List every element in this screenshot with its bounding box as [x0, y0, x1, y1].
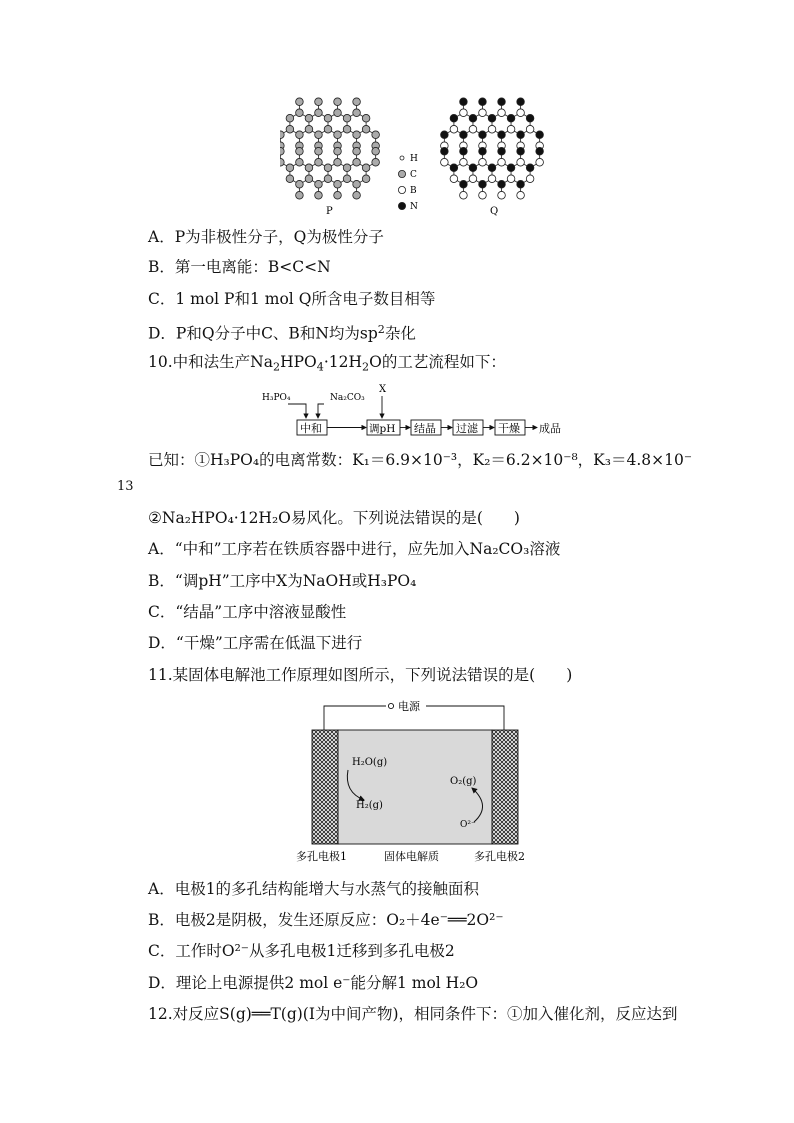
atom-p [353, 191, 361, 199]
q11-stem: 11.某固体电解池工作原理如图所示，下列说法错误的是( ) [148, 666, 573, 684]
atom-p [334, 147, 342, 155]
atom-p [286, 125, 294, 133]
q12-stem: 12.对反应S(g)══T(g)(I为中间产物)，相同条件下：①加入催化剂，反应达到 [148, 1005, 678, 1023]
q10-stem: 10.中和法生产$Na_2HPO_4\cdot 12H_2O$的工艺流程如下： [148, 353, 506, 374]
atom-q [517, 131, 525, 139]
atom-q [479, 158, 487, 166]
legend-c-marker [398, 170, 405, 177]
atom-p [296, 158, 304, 166]
atom-q [517, 158, 525, 166]
atom-p [296, 98, 304, 106]
process-flow [262, 380, 582, 442]
atom-q [498, 180, 506, 188]
atom-p [305, 114, 313, 122]
atom-p [343, 125, 351, 133]
atom-q [488, 175, 496, 183]
label-solid-electrolyte: 固体电解质 [384, 850, 439, 863]
power-source-label: 电源 [398, 700, 420, 713]
atom-q [460, 131, 468, 139]
atom-p [305, 125, 313, 133]
legend-h: H [410, 154, 418, 164]
legend-b: B [410, 186, 417, 196]
atom-q [507, 164, 515, 172]
atom-q [526, 175, 534, 183]
atom-p [315, 191, 323, 199]
atom-p [280, 158, 284, 166]
q11-option-d: D．理论上电源提供2 mol e⁻能分解1 mol H₂O [148, 974, 479, 992]
q10-option-d: D．“干燥”工序需在低温下进行 [148, 634, 363, 652]
atom-q [507, 114, 515, 122]
atom-q [488, 164, 496, 172]
q11-option-c: C．工作时O²⁻从多孔电极1迁移到多孔电极2 [148, 942, 455, 960]
atom-q [450, 125, 458, 133]
atom-p [334, 158, 342, 166]
label-electrode-1: 多孔电极1 [296, 850, 347, 863]
atom-q [479, 147, 487, 155]
q10-known-1: 已知：①H₃PO₄的电离常数：K₁＝6.9×10⁻³，K₂＝6.2×10⁻⁸，K₃＝4.8×10⁻ [148, 451, 693, 469]
atom-q [450, 114, 458, 122]
atom-p [334, 98, 342, 106]
atom-p [315, 158, 323, 166]
atom-q [517, 109, 525, 117]
atom-q [526, 125, 534, 133]
atom-p [280, 131, 284, 139]
atom-q [488, 125, 496, 133]
legend-n-marker [398, 202, 405, 209]
q10-known-1-wrap: 13 [117, 479, 134, 494]
atom-p [343, 164, 351, 172]
atom-q [517, 191, 525, 199]
atom-q [460, 180, 468, 188]
atom-q [517, 147, 525, 155]
atom-q [536, 147, 544, 155]
flow-step-adjust-ph: 调pH [369, 423, 396, 435]
atom-q [498, 147, 506, 155]
atom-q [479, 191, 487, 199]
q11-option-a: A．电极1的多孔结构能增大与水蒸气的接触面积 [148, 880, 480, 898]
atom-p [315, 147, 323, 155]
atom-p [324, 125, 332, 133]
atom-q [469, 164, 477, 172]
atom-q [469, 175, 477, 183]
atom-p [324, 164, 332, 172]
atom-q [441, 158, 449, 166]
atom-q [479, 131, 487, 139]
atom-p [334, 109, 342, 117]
q10-option-a: A．“中和”工序若在铁质容器中进行，应先加入Na₂CO₃溶液 [148, 540, 561, 558]
label-p: P [326, 206, 333, 217]
atom-p [296, 191, 304, 199]
atom-p [286, 164, 294, 172]
molecule-q [441, 98, 544, 199]
atom-p [334, 131, 342, 139]
atom-q [526, 114, 534, 122]
atom-p [353, 98, 361, 106]
electrolysis-cell-figure [296, 696, 536, 866]
atom-q [498, 109, 506, 117]
label-h2o: H₂O(g) [352, 757, 388, 768]
atom-q [479, 180, 487, 188]
flow-step-filter: 过滤 [456, 422, 478, 435]
flow-input-h3po4: H₃PO₄ [262, 393, 291, 403]
atom-q [441, 131, 449, 139]
atom-p [315, 180, 323, 188]
molecule-figure [280, 96, 550, 220]
atom-p [362, 164, 370, 172]
flow-step-neutralize: 中和 [300, 422, 322, 435]
q10-option-c: C．“结晶”工序中溶液显酸性 [148, 603, 347, 621]
atom-p [324, 175, 332, 183]
atom-q [460, 147, 468, 155]
atom-q [517, 98, 525, 106]
atom-p [343, 175, 351, 183]
legend-n: N [410, 202, 418, 212]
flow-input-na2co3: Na₂CO₃ [330, 393, 365, 403]
flow-step-crystallize: 结晶 [414, 422, 436, 435]
atom-q [441, 147, 449, 155]
atom-p [286, 175, 294, 183]
flow-output-product: 成品 [539, 422, 561, 435]
atom-p [353, 158, 361, 166]
atom-p [315, 131, 323, 139]
q9-option-b: B．第一电离能：B<C<N [148, 258, 331, 276]
label-h2: H₂(g) [356, 800, 383, 811]
atom-q [479, 98, 487, 106]
atom-p [353, 109, 361, 117]
label-electrode-2: 多孔电极2 [474, 850, 525, 863]
atom-p [362, 125, 370, 133]
atom-q [498, 131, 506, 139]
q11-option-b: B．电极2是阴极，发生还原反应：O₂＋4e⁻══2O²⁻ [148, 911, 504, 929]
atom-p [286, 114, 294, 122]
atom-p [353, 147, 361, 155]
atom-q [517, 180, 525, 188]
label-q: Q [490, 206, 499, 217]
atom-q [460, 191, 468, 199]
atom-q [498, 158, 506, 166]
atom-p [372, 131, 380, 139]
flow-step-dry: 干燥 [498, 422, 520, 435]
legend-c: C [410, 170, 417, 180]
atom-p [353, 131, 361, 139]
atom-p [353, 180, 361, 188]
atom-p [334, 191, 342, 199]
flow-input-x: X [379, 384, 387, 395]
atom-q [460, 109, 468, 117]
label-o2: O₂(g) [450, 776, 477, 787]
atom-p [362, 175, 370, 183]
q9-option-d: D．P和Q分子中C、B和N均为$sp^2$杂化 [148, 323, 416, 343]
atom-q [526, 164, 534, 172]
legend-b-marker [398, 186, 405, 193]
atom-q [469, 125, 477, 133]
atom-q [498, 191, 506, 199]
legend [398, 154, 418, 212]
atom-p [343, 114, 351, 122]
atom-q [536, 158, 544, 166]
atom-q [460, 98, 468, 106]
atom-q [450, 164, 458, 172]
atom-p [296, 180, 304, 188]
atom-q [450, 175, 458, 183]
atom-p [372, 147, 380, 155]
atom-p [372, 158, 380, 166]
atom-q [469, 114, 477, 122]
atom-p [305, 164, 313, 172]
atom-p [280, 147, 284, 155]
atom-p [362, 114, 370, 122]
atom-q [507, 125, 515, 133]
atom-q [498, 98, 506, 106]
atom-p [315, 98, 323, 106]
q10-option-b: B．“调pH”工序中X为NaOH或H₃PO₄ [148, 572, 417, 590]
atom-p [324, 114, 332, 122]
atom-p [315, 109, 323, 117]
molecule-p [280, 98, 379, 199]
atom-q [460, 158, 468, 166]
q10-known-2: ②Na₂HPO₄·12H₂O易风化。下列说法错误的是( ) [148, 509, 520, 527]
atom-q [507, 175, 515, 183]
atom-q [479, 109, 487, 117]
atom-p [305, 175, 313, 183]
q9-option-c: C．1 mol P和1 mol Q所含电子数目相等 [148, 290, 436, 308]
atom-p [334, 180, 342, 188]
atom-p [296, 131, 304, 139]
atom-q [536, 131, 544, 139]
legend-h-marker [400, 156, 404, 160]
label-o2-ion: O²⁻ [460, 820, 476, 830]
atom-q [488, 114, 496, 122]
q9-option-a: A．P为非极性分子，Q为极性分子 [148, 228, 384, 246]
atom-p [296, 147, 304, 155]
atom-p [296, 109, 304, 117]
